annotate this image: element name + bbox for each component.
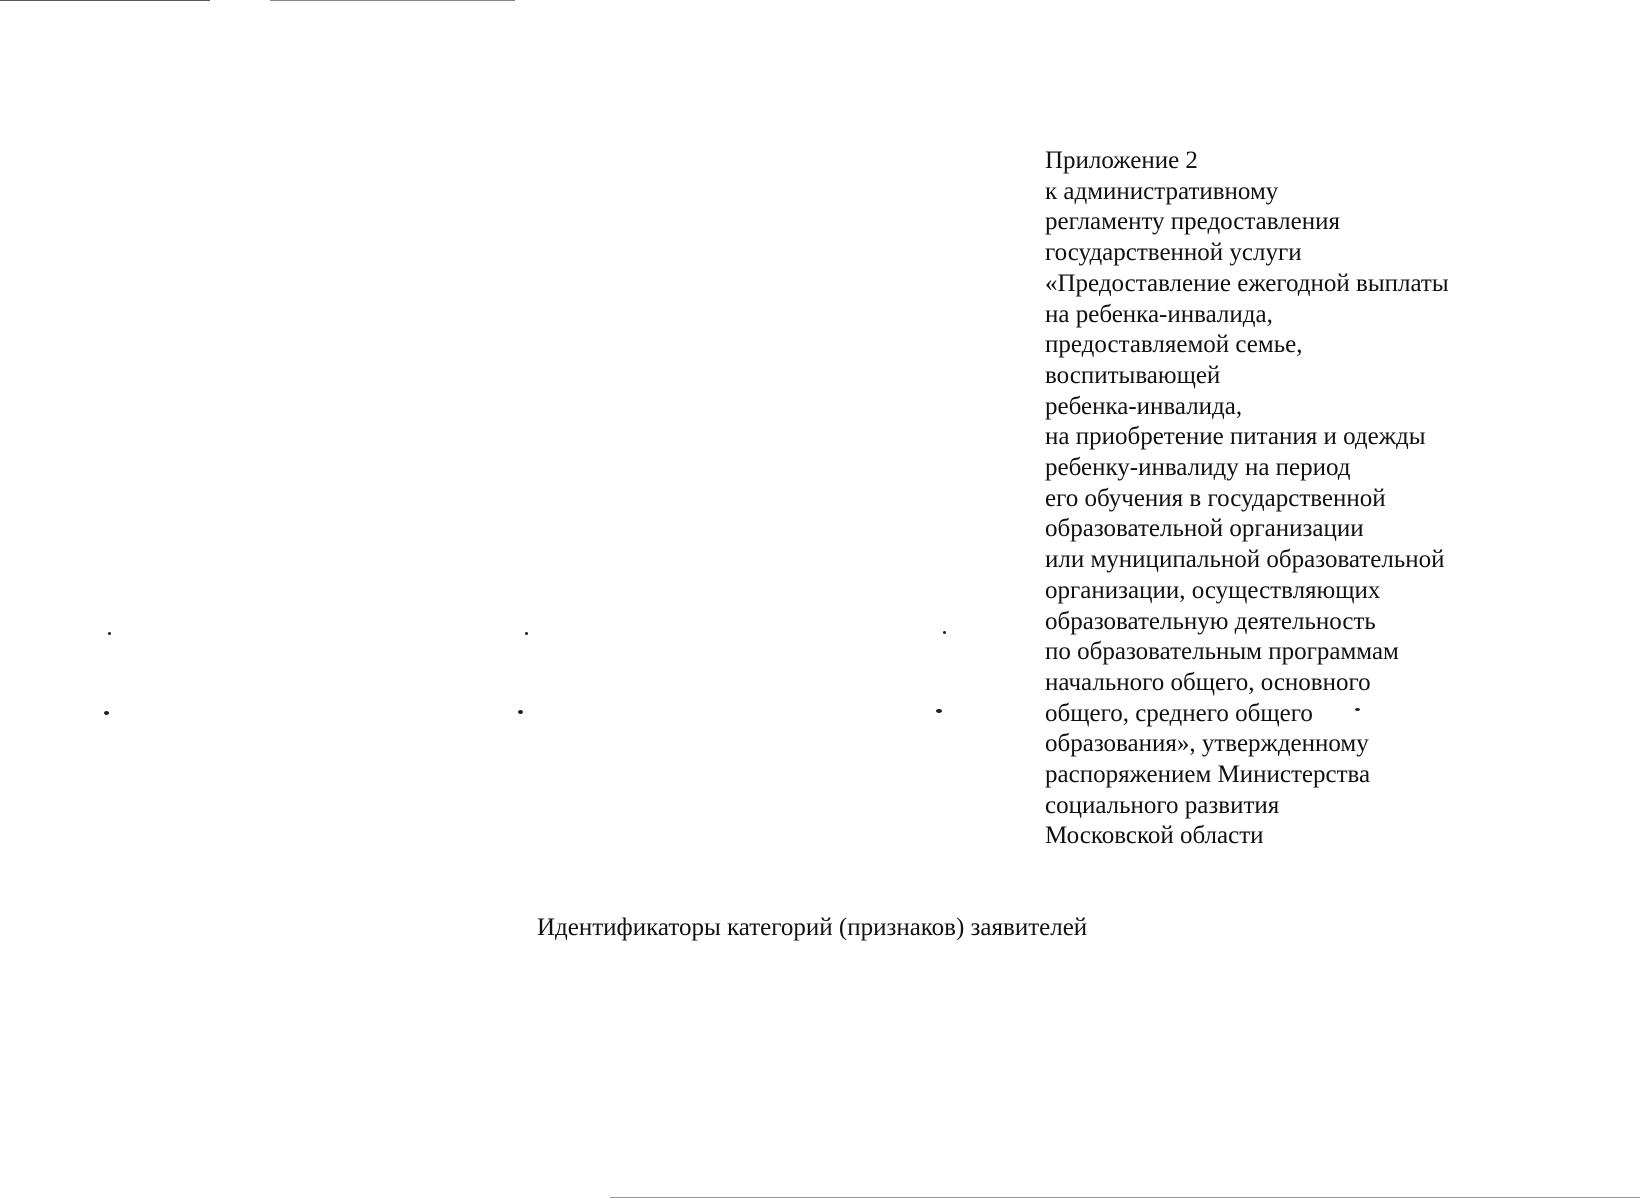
appendix-line: социального развития bbox=[1045, 791, 1280, 819]
scan-edge-bottom bbox=[610, 1197, 1640, 1198]
appendix-line: государственной услуги bbox=[1045, 239, 1302, 267]
appendix-line: ребенку-инвалиду на период bbox=[1045, 454, 1351, 482]
appendix-line: регламенту предоставления bbox=[1045, 208, 1341, 236]
scan-speck bbox=[108, 632, 111, 635]
scan-edge-top-left bbox=[0, 0, 210, 1]
appendix-line: его обучения в государственной bbox=[1045, 484, 1386, 512]
appendix-line: образовательной организации bbox=[1045, 515, 1364, 543]
scan-speck bbox=[1355, 708, 1360, 711]
appendix-line: начального общего, основного bbox=[1045, 668, 1371, 696]
scan-speck bbox=[518, 710, 523, 714]
appendix-line: организации, осуществляющих bbox=[1045, 576, 1381, 604]
appendix-line: Московской области bbox=[1045, 822, 1264, 850]
appendix-line: предоставляемой семье, bbox=[1045, 331, 1303, 359]
appendix-line: или муниципальной образовательной bbox=[1045, 546, 1445, 574]
appendix-line: к административному bbox=[1045, 177, 1279, 205]
scan-edge-top-mid bbox=[270, 0, 515, 1]
appendix-line: по образовательным программам bbox=[1045, 638, 1399, 666]
appendix-line: распоряжением Министерства bbox=[1045, 761, 1371, 789]
appendix-line: образования», утвержденному bbox=[1045, 730, 1369, 758]
appendix-line: на ребенка-инвалида, bbox=[1045, 300, 1273, 328]
appendix-line: «Предоставление ежегодной выплаты bbox=[1045, 269, 1449, 297]
scan-speck bbox=[104, 711, 109, 715]
scan-speck bbox=[936, 709, 942, 713]
appendix-line: общего, среднего общего bbox=[1045, 699, 1313, 727]
scan-speck bbox=[943, 631, 946, 634]
document-title: Идентификаторы категорий (признаков) заявителей bbox=[537, 914, 1088, 941]
appendix-line: воспитывающей bbox=[1045, 361, 1221, 389]
appendix-line: ребенка-инвалида, bbox=[1045, 392, 1243, 420]
appendix-header-block bbox=[1045, 146, 1525, 852]
scan-speck bbox=[525, 632, 528, 635]
appendix-line: на приобретение питания и одежды bbox=[1045, 423, 1426, 451]
appendix-line: Приложение 2 bbox=[1045, 147, 1198, 174]
appendix-line: образовательную деятельность bbox=[1045, 607, 1376, 635]
